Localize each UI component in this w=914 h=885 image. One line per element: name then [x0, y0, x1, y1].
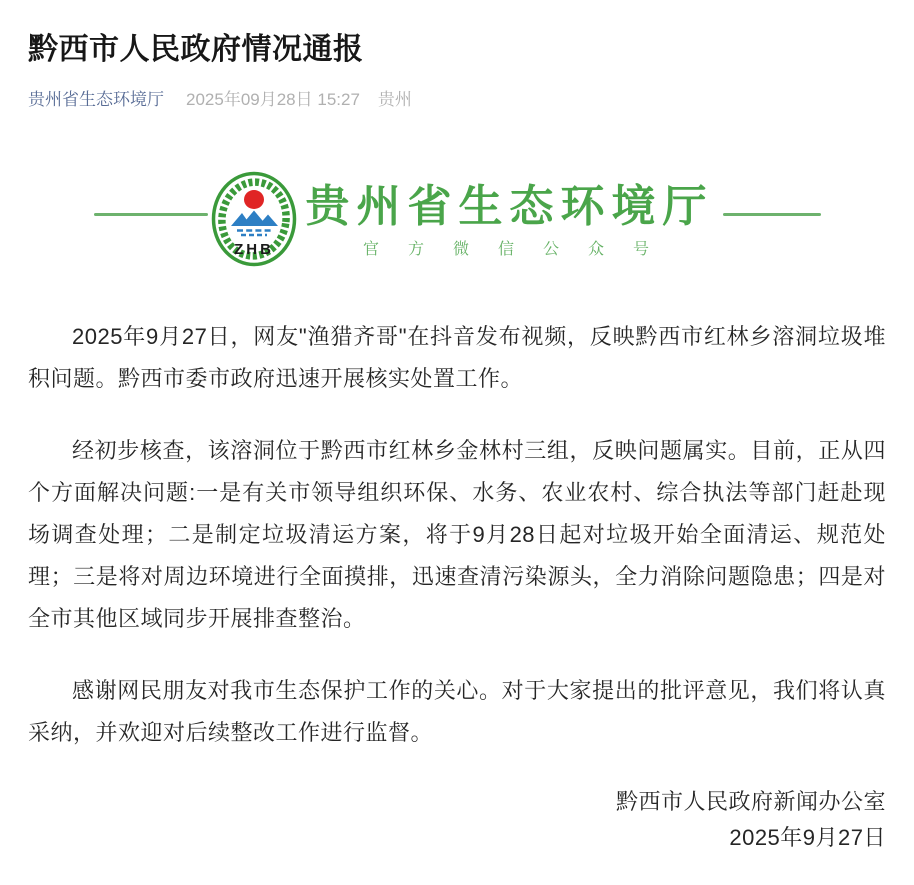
publish-location: 贵州 — [377, 90, 412, 110]
banner-subtitle: 官方微信公众号 — [362, 240, 678, 258]
banner-org-name: 贵州省生态环境厅 — [305, 181, 714, 231]
paragraph-1: 2025年9月27日，网友"渔猎齐哥"在抖音发布视频，反映黔西市红林乡溶洞垃圾堆积问题。黔西市委市政府迅速开展核实处置工作。 — [28, 324, 886, 392]
banner-text — [305, 181, 714, 258]
paragraph-2: 经初步核查，该溶洞位于黔西市红林乡金林村三组，反映问题属实。目前，正从四个方面解决问题:一是有关市领导组织环保、水务、农业农村、综合执法等部门赶赴现场调查处理；二是制定垃圾清运方案，将于9月28日起对垃圾开始全面清运、规范处理；三是将对周边环境进行全面摸排，迅速查清污染源头，全力消除问题隐患；四是对全市其他区域同步开展排查整治。 — [28, 438, 886, 632]
article-body — [28, 316, 886, 754]
publish-datetime: 2025年09月28日 15:27 — [186, 90, 360, 110]
byline — [28, 90, 886, 110]
org-logo-icon — [210, 170, 298, 273]
signature-block — [28, 784, 886, 856]
logo-zhb-text: ZHB — [233, 240, 274, 258]
paragraph-3: 感谢网民朋友对我市生态保护工作的关心。对于大家提出的批评意见，我们将认真采纳，并欢迎对后续整改工作进行监督。 — [28, 678, 886, 746]
page-title: 黔西市人民政府情况通报 — [28, 33, 364, 67]
banner-left-line — [94, 213, 208, 216]
signature-org: 黔西市人民政府新闻办公室 — [615, 789, 886, 815]
article-page — [0, 20, 914, 856]
banner-right-line — [723, 213, 821, 216]
banner-image[interactable] — [28, 166, 886, 276]
account-link[interactable]: 贵州省生态环境厅 — [28, 90, 164, 110]
signature-date: 2025年9月27日 — [729, 825, 886, 851]
